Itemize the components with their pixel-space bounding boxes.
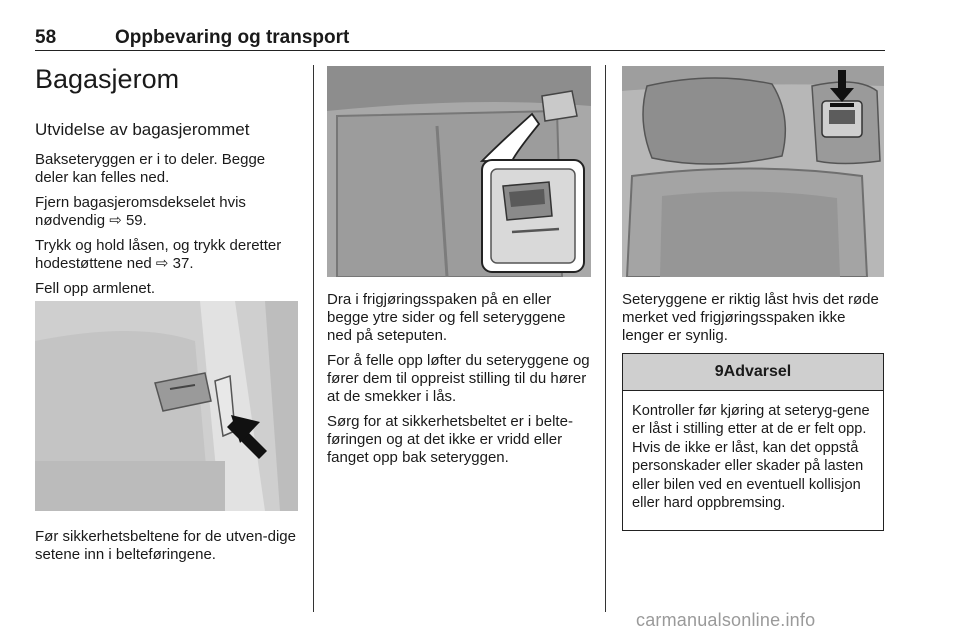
paragraph: For å felle opp løfter du seteryggene og fører dem til oppreist stilling til du hører at de smekker i lås. [327, 352, 590, 405]
paragraph: Sørg for at sikkerhetsbeltet er i belte-føringen og at det ikke er vridd eller fanget opp bak seteryggen. [327, 413, 573, 466]
paragraph: Bakseteryggen er i to deler. Begge deler kan felles ned. [35, 151, 266, 186]
column-2-text [327, 291, 592, 474]
paragraph: Dra i frigjøringsspaken på en eller begge ytre sider og fell seteryggene ned på seteputen. [327, 291, 566, 344]
paragraph: Fell opp armlenet. [35, 280, 156, 297]
page-number: 58 [35, 27, 57, 48]
paragraph: Seteryggene er riktig låst hvis det røde merket ved frigjøringsspaken ikke lenger er synlig. [622, 291, 879, 344]
watermark: carmanualsonline.info [636, 610, 816, 630]
column-divider-1 [313, 65, 314, 612]
figure-lock-indicator [622, 66, 884, 277]
sub-heading: Utvidelse av bagasjerommet [35, 120, 250, 139]
warning-header [623, 354, 883, 391]
column-3-text [622, 291, 887, 352]
figure-caption: Før sikkerhetsbeltene for de utven-dige setene inn i belteføringene. [35, 528, 296, 563]
column-1-caption [35, 528, 300, 571]
page-header [35, 26, 885, 51]
paragraph: Trykk og hold låsen, og trykk deretter hodestøttene ned ⇨ 37. [35, 237, 282, 272]
warning-box [622, 353, 884, 531]
column-1-text [35, 151, 300, 305]
warning-icon: 9 [714, 363, 724, 380]
section-title: Oppbevaring og transport [115, 27, 350, 48]
warning-title: Advarsel [723, 363, 792, 380]
paragraph: Fjern bagasjeromsdekselet hvis nødvendig ⇨ 59. [35, 194, 246, 229]
figure-belt-guide [35, 301, 298, 511]
column-divider-2 [605, 65, 606, 612]
page-heading: Bagasjerom [35, 64, 180, 94]
warning-body [623, 391, 883, 512]
warning-text: Kontroller før kjøring at seteryg-gene er låst i stilling etter at de er felt opp. Hvis de ikke er låst, kan det oppstå personskader eller skader på lasten eller bilen ved en eventuell kollisjon eller hard oppbremsing. [632, 403, 870, 512]
figure-release-lever [327, 66, 591, 277]
